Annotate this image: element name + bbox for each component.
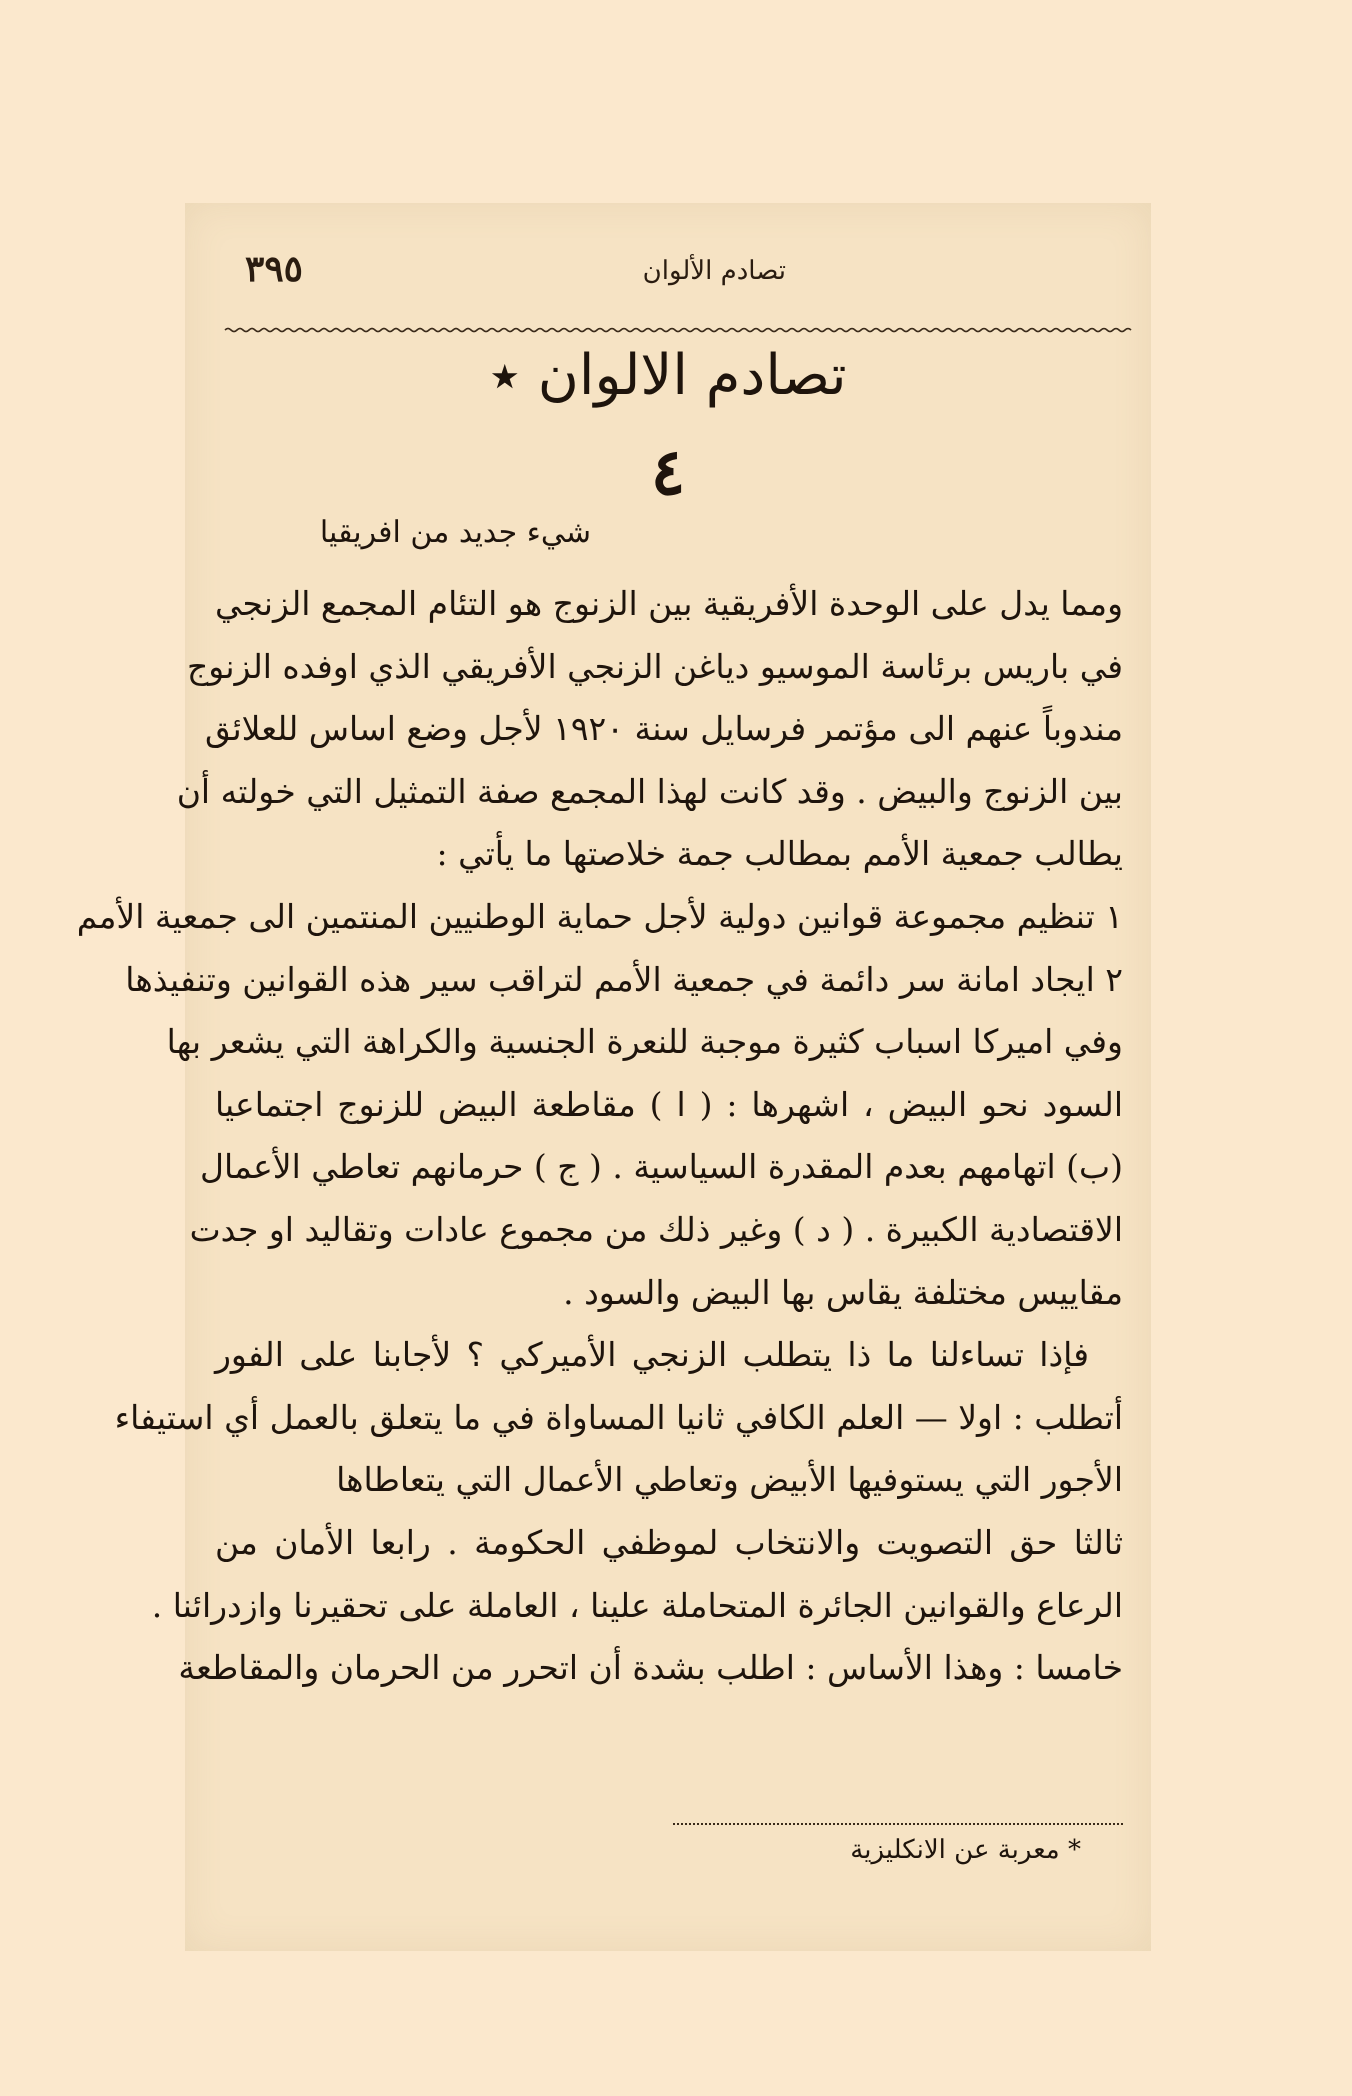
body-line: الرعاع والقوانين الجائرة المتحاملة علينا ، العاملة على تحقيرنا وازدرائنا . [151, 1585, 1123, 1625]
body-line: ٢ ايجاد امانة سر دائمة في جمعية الأمم لتراقب سير هذه القوانين وتنفيذها [125, 959, 1123, 999]
running-title: تصادم الألوان [642, 256, 786, 286]
article-title: تصادم الالوان ٭ [489, 343, 847, 408]
body-line: مقاييس مختلفة يقاس بها البيض والسود . [563, 1272, 1123, 1312]
body-line: خامسا : وهذا الأساس : اطلب بشدة أن اتحرر من الحرمان والمقاطعة [178, 1648, 1123, 1688]
body-line: الاقتصادية الكبيرة . ( د ) وغير ذلك من مجموع عادات وتقاليد او جدت [189, 1209, 1123, 1249]
body-line: فإذا تساءلنا ما ذا يتطلب الزنجي الأميركي ؟ لأجابنا على الفور [215, 1335, 1089, 1375]
header-wavy-rule [225, 326, 1126, 334]
body-line: أتطلب : اولا — العلم الكافي ثانيا المساواة في ما يتعلق بالعمل أي استيفاء [114, 1397, 1123, 1437]
page-header [225, 248, 1126, 308]
body-line: في باريس برئاسة الموسيو دياغن الزنجي الأفريقي الذي اوفده الزنوج [186, 646, 1123, 686]
footnote: * معربة عن الانكليزية [850, 1835, 1081, 1865]
body-line: ١ تنظيم مجموعة قوانين دولية لأجل حماية الوطنيين المنتمين الى جمعية الأمم [76, 896, 1123, 936]
article-subtitle: شيء جديد من افريقيا [319, 515, 591, 550]
body-line: وفي اميركا اسباب كثيرة موجبة للنعرة الجنسية والكراهة التي يشعر بها [166, 1022, 1123, 1062]
body-line: ومما يدل على الوحدة الأفريقية بين الزنوج هو التئام المجمع الزنجي [215, 584, 1123, 623]
footnote-separator [673, 1823, 1123, 1825]
body-line: السود نحو البيض ، اشهرها : ( ا ) مقاطعة البيض للزنوج اجتماعيا [215, 1084, 1123, 1124]
body-line: مندوباً عنهم الى مؤتمر فرسايل سنة ١٩٢٠ لأجل وضع اساس للعلائق [204, 709, 1123, 749]
body-line: بين الزنوج والبيض . وقد كانت لهذا المجمع صفة التمثيل التي خولته أن [176, 771, 1123, 811]
part-number: ٤ [650, 435, 686, 510]
body-line: يطالب جمعية الأمم بمطالب جمة خلاصتها ما يأتي : [436, 834, 1123, 874]
page-number: ٣٩٥ [245, 248, 304, 290]
body-line: الأجور التي يستوفيها الأبيض وتعاطي الأعمال التي يتعاطاها [336, 1460, 1123, 1500]
book-page [76, 203, 1151, 1951]
body-line: (ب) اتهامهم بعدم المقدرة السياسية . ( ج ) حرمانهم تعاطي الأعمال [199, 1147, 1123, 1187]
article-body [76, 573, 1123, 1700]
body-line: ثالثا حق التصويت والانتخاب لموظفي الحكومة . رابعا الأمان من [215, 1522, 1123, 1562]
